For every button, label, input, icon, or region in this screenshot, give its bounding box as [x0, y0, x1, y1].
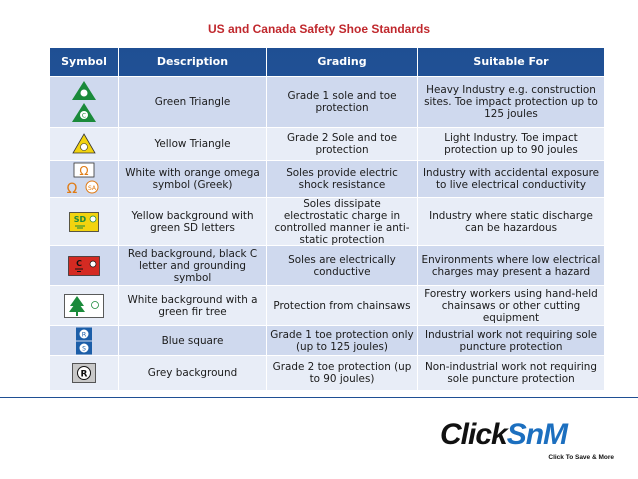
conductive-icon: [68, 256, 100, 276]
svg-text:SD: SD: [73, 214, 87, 224]
clicksnm-logo[interactable]: [440, 418, 620, 468]
grading-cell: Soles dissipate electrostatic charge in controlled manner ie anti-static protection: [267, 198, 418, 246]
description-cell: Red background, black C letter and grounding symbol: [119, 246, 267, 286]
blue-square-icon: [73, 327, 95, 355]
table-header-row: [50, 48, 604, 77]
grading-cell: Soles provide electric shock resistance: [267, 161, 418, 198]
symbol-cell: [50, 161, 119, 198]
page-title: US and Canada Safety Shoe Standards: [207, 22, 431, 36]
header-description: Description: [119, 48, 267, 77]
description-cell: Yellow Triangle: [119, 128, 267, 161]
suitable-cell: Industry with accidental exposure to live electrical conductivity: [418, 161, 604, 198]
header-suitable-for: Suitable For: [418, 48, 604, 77]
logo-tagline: Click To Save & More: [548, 454, 614, 461]
svg-text:C: C: [81, 112, 87, 120]
logo-part-click: Click: [440, 418, 507, 451]
svg-text:Ω: Ω: [66, 181, 78, 196]
table-row: [50, 128, 604, 161]
table-row: [50, 286, 604, 326]
standards-table: [50, 48, 604, 391]
symbol-cell: [50, 77, 119, 128]
suitable-cell: Industry where static discharge can be hazardous: [418, 198, 604, 246]
symbol-cell: [50, 246, 119, 286]
svg-text:Ω: Ω: [79, 164, 89, 178]
svg-text:SA: SA: [87, 185, 97, 192]
yellow-triangle-icon: [72, 133, 96, 155]
grading-cell: Soles are electrically conductive: [267, 246, 418, 286]
green-triangle-icon: [71, 80, 97, 124]
svg-text:R: R: [80, 369, 88, 380]
description-cell: Blue square: [119, 326, 267, 356]
description-cell: Green Triangle: [119, 77, 267, 128]
suitable-cell: Heavy Industry e.g. construction sites. Toe impact protection up to 125 joules: [418, 77, 604, 128]
suitable-cell: Non-industrial work not requiring sole puncture protection: [418, 356, 604, 391]
symbol-cell: [50, 286, 119, 326]
table-row: [50, 326, 604, 356]
description-cell: White background with a green fir tree: [119, 286, 267, 326]
symbol-cell: [50, 198, 119, 246]
header-symbol: Symbol: [50, 48, 119, 77]
header-grading: Grading: [267, 48, 418, 77]
suitable-cell: Environments where low electrical charges may present a hazard: [418, 246, 604, 286]
fir-tree-icon: [64, 294, 104, 318]
table-row: [50, 198, 604, 246]
suitable-cell: Light Industry. Toe impact protection up to 90 joules: [418, 128, 604, 161]
table-row: [50, 246, 604, 286]
symbol-cell: [50, 128, 119, 161]
logo-part-snm: SnM: [506, 418, 568, 451]
description-cell: Grey background: [119, 356, 267, 391]
symbol-cell: [50, 326, 119, 356]
grading-cell: Grade 1 sole and toe protection: [267, 77, 418, 128]
table-row: [50, 77, 604, 128]
symbol-cell: [50, 356, 119, 391]
svg-text:C: C: [76, 258, 82, 268]
grading-cell: Grade 1 toe protection only (up to 125 joules): [267, 326, 418, 356]
description-cell: Yellow background with green SD letters: [119, 198, 267, 246]
svg-text:S: S: [82, 345, 86, 352]
svg-text:R: R: [81, 330, 87, 338]
grey-square-icon: [72, 363, 96, 383]
sd-icon: [69, 212, 99, 232]
grading-cell: Protection from chainsaws: [267, 286, 418, 326]
table-row: [50, 356, 604, 391]
logo-wordmark: [440, 418, 567, 452]
grading-cell: Grade 2 Sole and toe protection: [267, 128, 418, 161]
footer-divider: [0, 397, 638, 398]
suitable-cell: Industrial work not requiring sole puncture protection: [418, 326, 604, 356]
grading-cell: Grade 2 toe protection (up to 90 joules): [267, 356, 418, 391]
description-cell: White with orange omega symbol (Greek): [119, 161, 267, 198]
table-row: [50, 161, 604, 198]
omega-icon: [62, 162, 106, 196]
suitable-cell: Forestry workers using hand-held chainsaws or other cutting equipment: [418, 286, 604, 326]
